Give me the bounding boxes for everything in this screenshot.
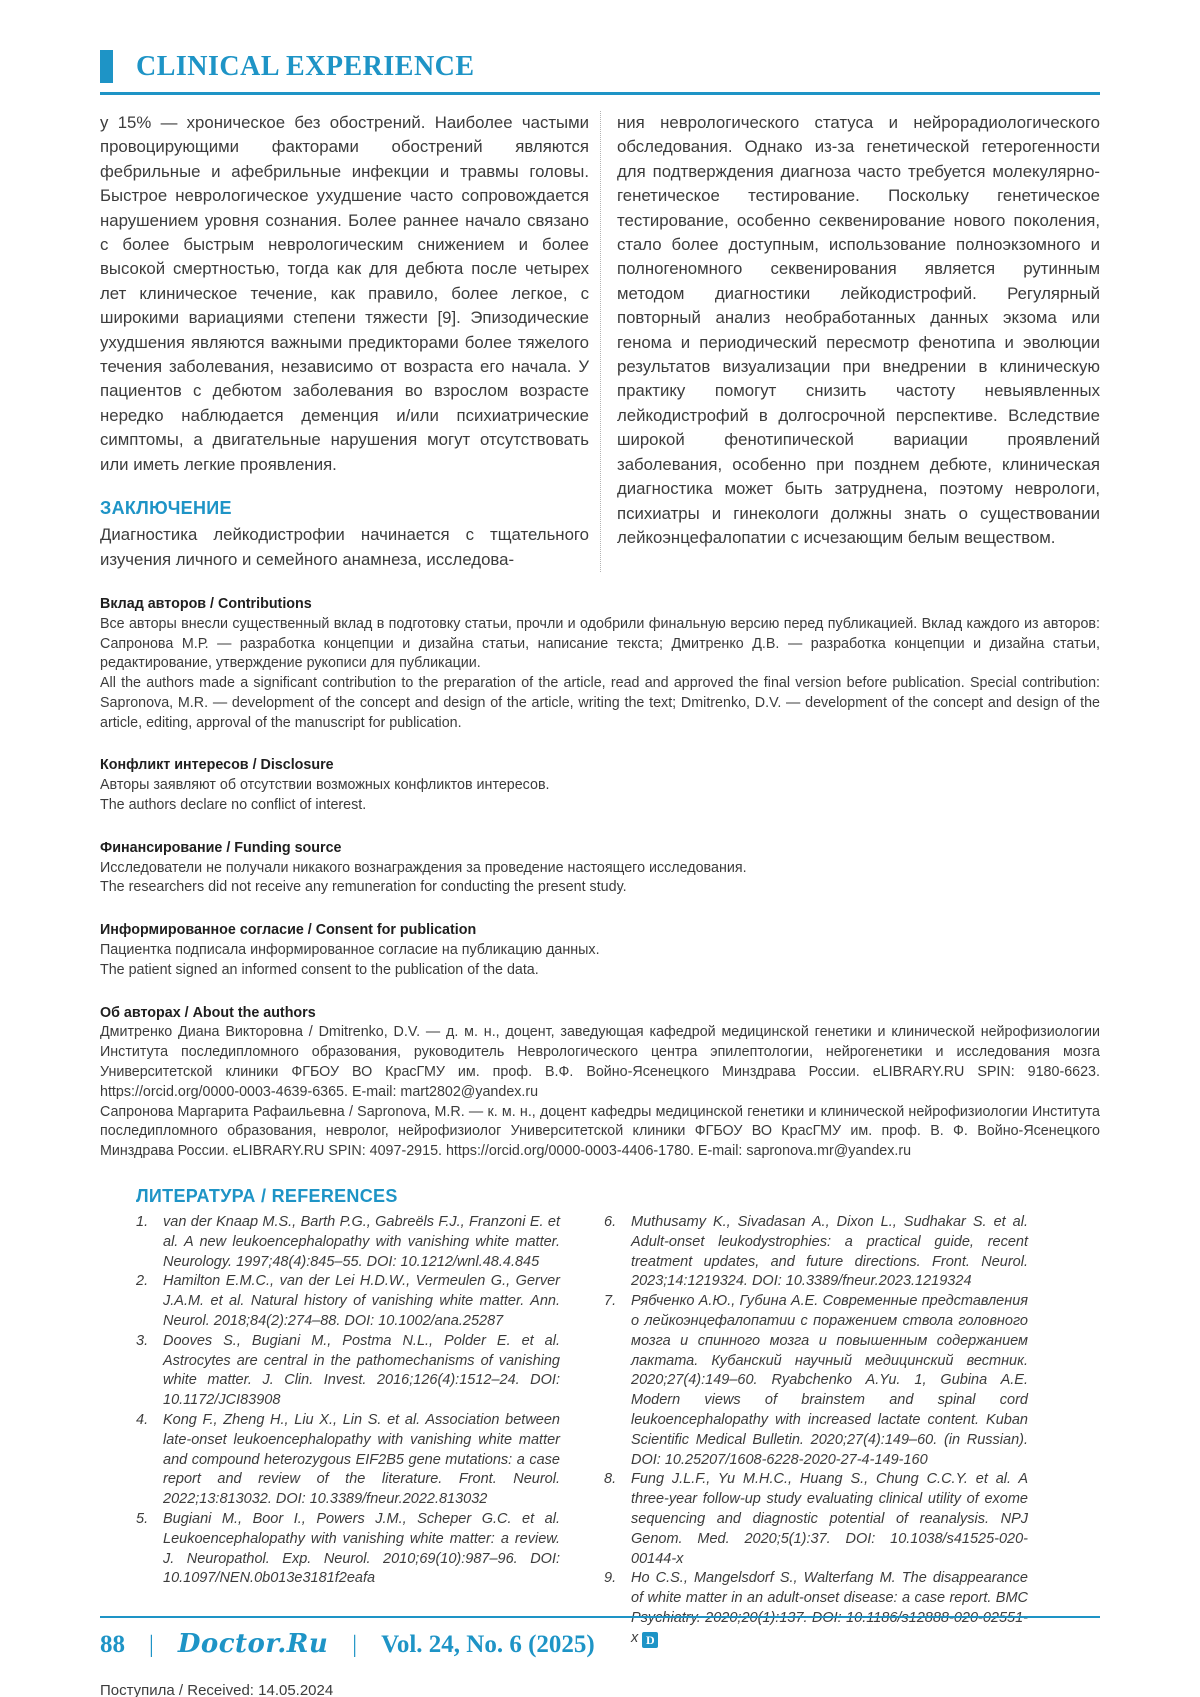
article-column-right — [601, 111, 1100, 572]
reference-text: Hamilton E.M.C., van der Lei H.D.W., Vermeulen G., Gerver J.A.M. et al. Natural history of vanishing white matter. Ann. Neurol. 2018;84(2):274–88. DOI: 10.1002/ana.25287 — [163, 1273, 560, 1330]
section-text-ru: Авторы заявляют об отсутствии возможных конфликтов интересов. — [100, 777, 550, 794]
section-contributions — [100, 595, 1100, 734]
article-body — [100, 111, 1100, 572]
reference-item — [604, 1470, 1028, 1569]
reference-number: 1. — [136, 1214, 149, 1231]
meta-sections — [100, 595, 1100, 1162]
reference-item — [136, 1332, 560, 1411]
page-footer — [100, 1616, 1100, 1659]
section-text-ru: Исследователи не получали никакого вознаграждения за проведение настоящего исследования. — [100, 859, 747, 876]
section-title: Вклад авторов / Contributions — [100, 595, 312, 612]
section-funding — [100, 839, 1100, 898]
reference-number: 5. — [136, 1510, 149, 1527]
author-bio-dmitrenko: Дмитренко Диана Викторовна / Dmitrenko, D.V. — д. м. н., доцент, заведующая кафедрой медицинской генетики и клинической нейрофизиологии Института последипломного образования, руководитель Неврологического центра эпилептологии, нейрогенетики и исследования мозга Университетской клиники ФГБОУ ВО КрасГМУ им. проф. В.Ф. Войно-Ясенецкого Минздрава России. eLIBRARY.RU SPIN: 9180-6623. https://orcid.org/0000-0003-4639-6365. E-mail: mart2802@yandex.ru — [100, 1024, 1100, 1100]
section-about-authors — [100, 1004, 1100, 1162]
section-title: Конфликт интересов / Disclosure — [100, 757, 334, 774]
footer-rule — [100, 1616, 1100, 1618]
section-consent — [100, 921, 1100, 980]
conclusion-paragraph-right: ния неврологического статуса и нейрорадиологического обследования. Однако из-за генетической гетерогенности для подтверждения диагноза часто требуется молекулярно-генетическое тестирование. Поскольку генетическое тестирование, особенно секвенирование нового поколения, стало более доступным, использование полноэкзомного и полногеномного секвенирования является рутинным методом диагностики лейкодистрофий. Регулярный повторный анализ необработанных данных экзома или генома и периодический пересмотр фенотипа и эволюции результатов визуализации при внедрении в клиническую практику помогут снизить частоту невыявленных лейкодистрофий в долгосрочной перспективе. Вследствие широкой фенотипической вариации проявлений заболевания, особенно при позднем дебюте, клиническая диагностика может быть затруднена, поэтому неврологи, психиатры и гинекологи должны знать о существовании лейкоэнцефалопатии с исчезающим белым веществом. — [617, 113, 1100, 547]
conclusion-paragraph-left: Диагностика лейкодистрофии начинается с тщательного изучения личного и семейного анамнеза, исследова- — [100, 525, 589, 569]
section-text-ru: Пациентка подписала информированное согласие на публикацию данных. — [100, 942, 600, 959]
page-header — [100, 50, 1100, 95]
author-bio-sapronova: Сапронова Маргарита Рафаильевна / Sapronova, M.R. — к. м. н., доцент кафедры медицинской генетики и клинической нейрофизиологии Института последипломного образования, невролог, нейрофизиолог Университетской клиники ФГБОУ ВО КрасГМУ им. проф. В. Ф. Войно-Ясенецкого Минздрава России. eLIBRARY.RU SPIN: 4097-2915. https://orcid.org/0000-0003-4406-1780. E-mail: sapronova.mr@yandex.ru — [100, 1103, 1100, 1160]
reference-text: Fung J.L.F., Yu M.H.C., Huang S., Chung C.C.Y. et al. A three-year follow-up study evaluating clinical utility of exome sequencing and diagnostic potential of reanalysis. NPJ Genom. Med. 2020;5(1):37. DOI: 10.1038/s41525-020-00144-x — [631, 1471, 1028, 1567]
section-text-en: All the authors made a significant contribution to the preparation of the article, read and approved the final version before publication. Special contribution: Sapronova, M.R. — development of the concept and design of the article, writing the text; Dmitrenko, D.V. — development of the concept and design of the article, editing, approval of the manuscript for publication. — [100, 675, 1100, 731]
reference-item — [136, 1213, 560, 1272]
reference-number: 3. — [136, 1332, 149, 1349]
reference-number: 7. — [604, 1293, 617, 1310]
article-dates — [100, 1679, 1100, 1697]
conclusion-heading: ЗАКЛЮЧЕНИЕ — [100, 498, 232, 519]
reference-text: van der Knaap M.S., Barth P.G., Gabreëls F.J., Franzoni E. et al. A new leukoencephalopathy with vanishing white matter. Neurology. 1997;48(4):845–55. DOI: 10.1212/wnl.48.4.845 — [163, 1214, 560, 1270]
reference-item — [136, 1272, 560, 1331]
page-number: 88 — [100, 1631, 125, 1658]
reference-number: 6. — [604, 1214, 617, 1231]
received-date: Поступила / Received: 14.05.2024 — [100, 1681, 334, 1697]
footer-separator: | — [149, 1632, 154, 1658]
references-heading: ЛИТЕРАТУРА / REFERENCES — [136, 1186, 398, 1207]
section-title: Информированное согласие / Consent for publication — [100, 922, 477, 939]
fulltext-d-icon[interactable]: D — [642, 1632, 658, 1648]
reference-text-body: Ho C.S., Mangelsdorf S., Walterfang M. The disappearance of white matter in an adult-onset disease: a case report. BMC x — [631, 1570, 1028, 1646]
references-section — [100, 1186, 1100, 1649]
reference-item — [604, 1292, 1028, 1470]
reference-text: Kong F., Zheng H., Liu X., Lin S. et al. Association between late-onset leukoencephalopathy with vanishing white matter and compound heterozygous EIF2B5 gene mutations: a case report and review of the literature. Front. Neurol. 2022;13:813032. DOI: 10.3389/fneur.2022.813032 — [163, 1412, 560, 1508]
header-accent-bar — [100, 50, 113, 83]
references-column-right — [604, 1213, 1028, 1649]
reference-number: 4. — [136, 1412, 149, 1428]
reference-number: 2. — [136, 1273, 149, 1290]
article-paragraph: у 15% — хроническое без обострений. Наиболее частыми провоцирующими факторами обострений являются фебрильные и афебрильные инфекции и травмы головы. Быстрое неврологическое ухудшение часто сопровождается нарушением уровня сознания. Более раннее начало связано с более быстрым неврологическим снижением и более высокой смертностью, тогда как для дебюта после четырех лет клиническое течение, как правило, более легкое, с широкими вариациями степени тяжести [9]. Эпизодические ухудшения являются важными предикторами более тяжелого течения заболевания, независимо от возраста его начала. У пациентов с дебютом заболевания во взрослом возрасте нередко наблюдается деменция и/или психиатрические симптомы, а двигательные нарушения могут отсутствовать или иметь легкие проявления. — [100, 113, 589, 474]
reference-text: Bugiani M., Boor I., Powers J.M., Scheper G.C. et al. Leukoencephalopathy with vanishing white matter: a review. J. Neuropathol. Exp. Neurol. 2010;69(10):987–96. DOI: 10.1097/NEN.0b013e3181f2eafa — [163, 1510, 560, 1587]
section-text-en: The authors declare no conflict of interest. — [100, 797, 367, 814]
footer-separator: | — [352, 1632, 358, 1658]
section-text-en: The patient signed an informed consent to the publication of the data. — [100, 961, 539, 978]
section-title: Финансирование / Funding source — [100, 839, 342, 856]
reference-item — [136, 1411, 560, 1510]
reference-text: Muthusamy K., Sivadasan A., Dixon L., Sudhakar S. et al. Adult-onset leukodystrophies: a practical guide, recent treatment updates, and future directions. Front. Neurol. 2023;14:1219324. DOI: 10.3389/fneur.2023.1219324 — [631, 1214, 1028, 1290]
reference-item — [604, 1213, 1028, 1292]
references-column-left — [136, 1213, 560, 1649]
journal-logo: Doctor.Ru — [177, 1629, 329, 1659]
section-text-ru: Все авторы внесли существенный вклад в подготовку статьи, прочли и одобрили финальную версию перед публикацией. Вклад каждого из авторов: Сапронова М.Р. — разработка концепции и дизайна статьи, написание текста; Дмитренко Д.В. — разработка концепции и дизайна статьи, редактирование, утверждение рукописи для публикации. — [100, 615, 1100, 672]
section-disclosure — [100, 756, 1100, 815]
issue-label: Vol. 24, No. 6 (2025) — [381, 1631, 595, 1658]
section-text-en: The researchers did not receive any remuneration for conducting the present study. — [100, 879, 627, 896]
reference-text: Dooves S., Bugiani M., Postma N.L., Polder E. et al. Astrocytes are central in the pathomechanisms of vanishing white matter. J. Clin. Invest. 2016;126(4):1512–24. DOI: 10.1172/JCI83908 — [163, 1332, 560, 1409]
reference-number: 8. — [604, 1471, 617, 1488]
reference-number: 9. — [604, 1570, 617, 1587]
rubric-title: CLINICAL EXPERIENCE — [136, 50, 475, 82]
section-title: Об авторах / About the authors — [100, 1004, 316, 1021]
article-column-left — [100, 111, 601, 572]
header-rule — [100, 92, 1100, 95]
reference-item — [136, 1510, 560, 1589]
reference-text: Рябченко А.Ю., Губина А.Е. Современные представления о лейкоэнцефалопатии с поражением ствола головного мозга и спинного мозга и повышенным содержанием лактата. Кубанский научный медицинский вестник. 2020;27(4):149–60. Ryabchenko A.Yu. 1, Gubina A.E. Modern views of brainstem and spinal cord leukoencephalopathy with increased lactate content. Kuban Scientific Medical Bulletin. 2020;27(4):149–60. (in Russian). DOI: 10.25207/1608-6228-2020-27-4-149-160 — [631, 1293, 1028, 1468]
